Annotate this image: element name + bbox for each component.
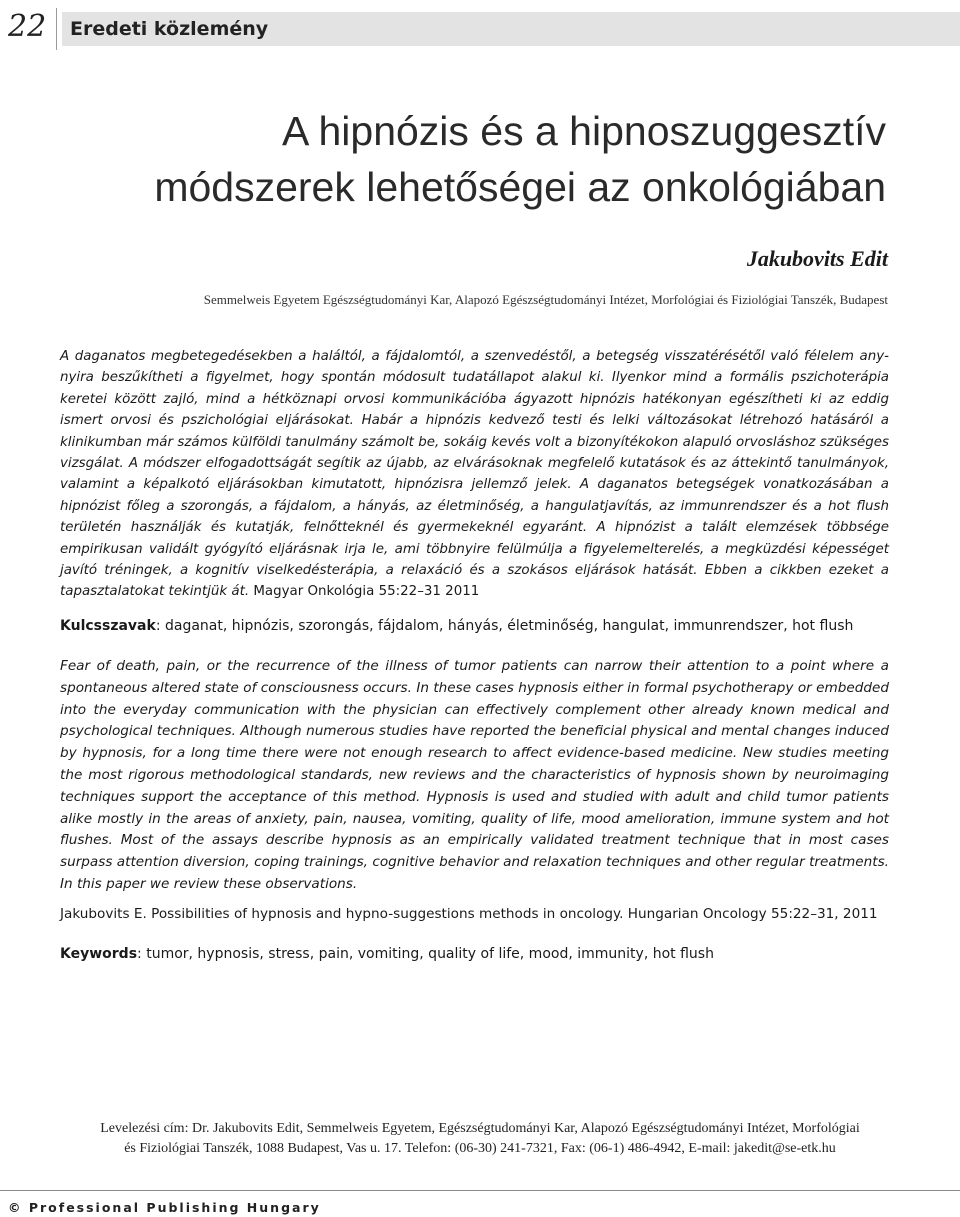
keywords-hungarian-list: : daganat, hipnózis, szorongás, fájdalom, hányás, életminőség, hangulat, immunrendszer, hot flush bbox=[155, 618, 854, 634]
keywords-hungarian bbox=[60, 616, 920, 636]
author-name: Jakubovits Edit bbox=[746, 246, 888, 271]
section-label: Eredeti közlemény bbox=[70, 18, 269, 40]
article-title bbox=[40, 103, 886, 215]
article-title-line2: módszerek lehetőségei az onkológiában bbox=[154, 164, 886, 210]
keywords-english-list: : tumor, hypnosis, stress, pain, vomiting, quality of life, mood, immunity, hot flush bbox=[137, 946, 714, 962]
correspondence-address bbox=[40, 1119, 920, 1159]
abstract-hungarian-citation: Magyar Onkológia 55:22–31 2011 bbox=[253, 584, 480, 600]
correspondence-line1: Levelezési cím: Dr. Jakubovits Edit, Semmelweis Egyetem, Egészségtudományi Kar, Alapozó Egészségtudományi Intézet, Morfológiai bbox=[100, 1121, 860, 1136]
footer-divider bbox=[0, 1190, 960, 1191]
english-citation: Jakubovits E. Possibilities of hypnosis and hypno-suggestions methods in oncology. Hungarian Oncology 55:22–31, 2011 bbox=[60, 906, 878, 922]
abstract-english: Fear of death, pain, or the recurrence of the illness of tumor patients can narrow their attention to a point where a spontaneous altered state of consciousness occurs. In these cases hypnosis either in formal psychotherapy or embedded into the everyday communication with the physician can effectively complement other already known medical and psychological techniques. Although numerous studies have reported the beneficial physical and mental changes induced by hypnosis, for a long time there were not enough research to affect evidence-based medicine. New studies meeting the most rigorous methodological standards, new reviews and the characteristics of hypnosis shown by neuroimaging techniques support the acceptance of this method. Hypnosis is used and studied with adult and child tumor patients alike mostly in the areas of anxiety, pain, nausea, vomiting, quality of life, mood amelioration, immune system and hot flushes. Most of the assays describe hypnosis as an empirically validated treatment technique that in most cases surpass attention diversion, coping trainings, cognitive behavior and relaxation techniques and other regular treatments. In this paper we review these observations. bbox=[60, 658, 889, 892]
header-divider bbox=[56, 8, 57, 50]
author-affiliation: Semmelweis Egyetem Egészségtudományi Kar, Alapozó Egészségtudományi Intézet, Morfológiai és Fiziológiai Tanszék, Budapest bbox=[203, 292, 888, 307]
publisher-footer: © Professional Publishing Hungary bbox=[8, 1200, 321, 1215]
keywords-english bbox=[60, 944, 920, 964]
keywords-english-label: Keywords bbox=[60, 946, 138, 962]
article-title-line1: A hipnózis és a hipnoszuggesztív bbox=[282, 108, 886, 154]
page-number: 22 bbox=[8, 9, 47, 44]
keywords-hungarian-label: Kulcsszavak bbox=[60, 618, 156, 634]
abstract-hungarian-text: A daganatos megbetegedésekben a haláltól, a fájdalomtól, a szenvedéstől, a betegség visszatérésétől való félelem anynyira beszűkítheti a figyelmet, hogy spontán módosult tudatállapot alakul ki. Ilyenkor mind a formális pszichoterápia keretei között zajló, mind a hétköznapi orvosi kommunikációba ágyazott hipnózis hatékonyan egészítheti ki az eddig ismert orvosi és pszichológiai eljárásokat. Habár a hipnózis kedvező testi és lelki változásokat létrehozó hatásáról a klinikumban már számos külföldi tanulmány számolt be, sokáig kevés volt a bizonyítékokon alapuló orvosláshoz szükséges vizsgálat. A módszer elfogadottságát segítik az újabb, az elvárásoknak megfelelő kutatások és az áttekintő tanulmányok, valamint a képalkotó eljárásokban kimutatott, hipnózisra jellemző jelek. A daganatos betegségek vonatkozásában a hipnózist főleg a szorongás, a fájdalom, a hányás, az életminőség, a hangulatjavítás, az immunrendszer és a hot flush területén használják és kutatják, felnőtteknél és gyermekeknél egyaránt. A hipnózist a talált elemzések többsége empirikusan validált gyógyító eljárásnak irja le, ami többnyire felülmúlja a figyelemelterelés, a megküzdési képességet javító tréningek, a kognitív viselkedésterápia, a relaxáció és a szokásos eljárások hatását. Ebben a cikkben ezeket a tapasztalatokat tekintjük át. bbox=[60, 349, 889, 600]
correspondence-line2: és Fiziológiai Tanszék, 1088 Budapest, Vas u. 17. Telefon: (06-30) 241-7321, Fax: (06-1) 486-4942, E-mail: jakedit@se-etk.hu bbox=[124, 1141, 836, 1156]
section-header-bar bbox=[62, 12, 960, 46]
abstract-hungarian bbox=[60, 346, 889, 603]
